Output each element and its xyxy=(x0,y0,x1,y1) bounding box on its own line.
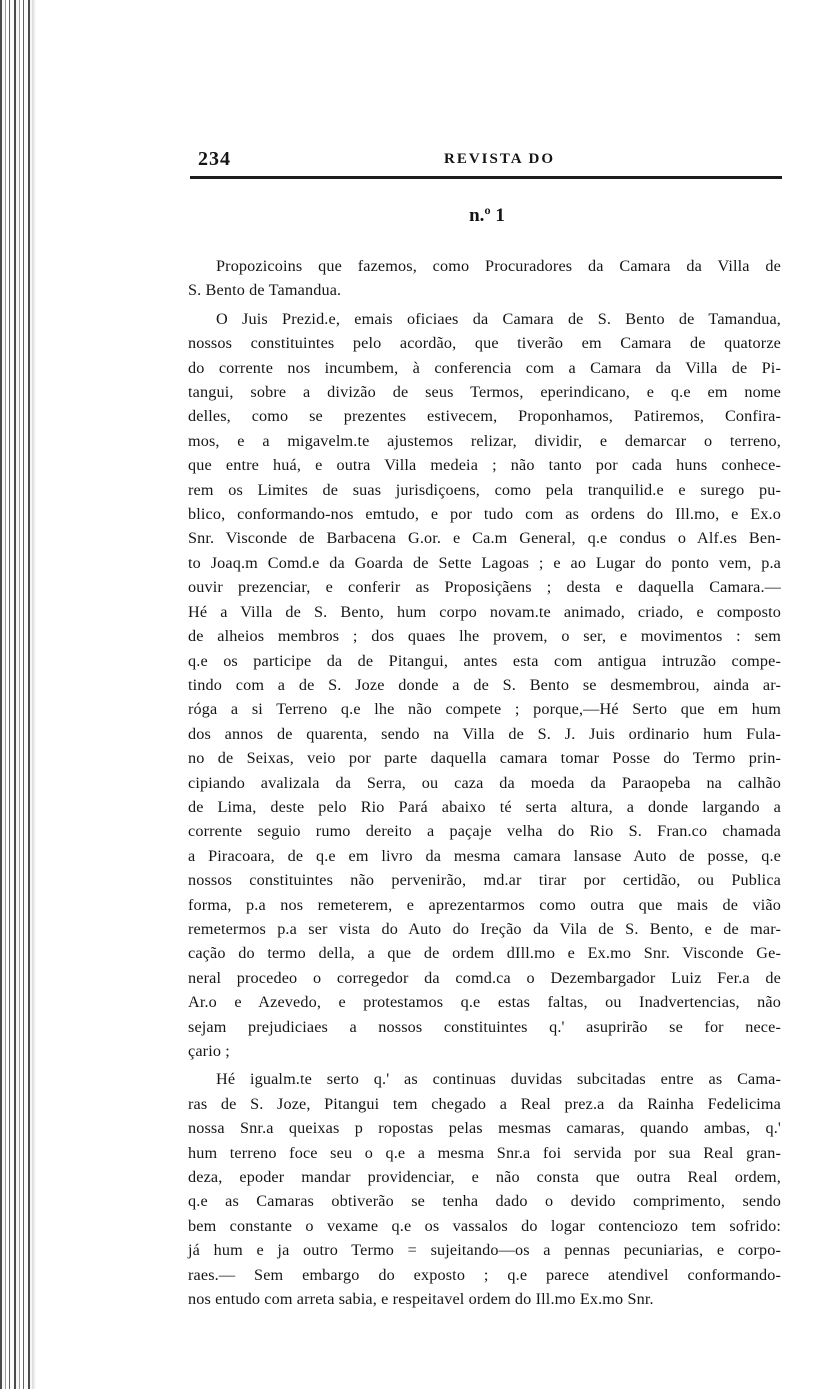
text-line: to Joaq.m Comd.e da Goarda de Sette Lagoas ; e ao Lugar do ponto vem, p.a xyxy=(188,553,781,572)
text-line: Hé a Villa de S. Bento, hum corpo novam.te animado, criado, e composto xyxy=(188,602,781,621)
text-line: corrente seguio rumo dereito a paçaje velha do Rio S. Fran.co chamada xyxy=(188,822,781,841)
text-line: tindo com a de S. Joze donde a de S. Bento se desmembrou, ainda ar- xyxy=(188,675,781,694)
text-line: tangui, sobre a divizão de seus Termos, eperindicano, e q.e em nome xyxy=(188,383,781,402)
header-rule xyxy=(190,176,782,179)
text-line: çario ; xyxy=(188,1042,230,1060)
text-line: blico, conformando-nos emtudo, e por tudo com as ordens do Ill.mo, e Ex.o xyxy=(188,505,781,524)
text-line: neral procedeo o corregedor da comd.ca o Dezembargador Luiz Fer.a de xyxy=(188,968,781,987)
text-line: q.e as Camaras obtiverão se tenha dado o devido comprimento, sendo xyxy=(188,1192,781,1211)
body-paragraph xyxy=(188,307,781,1064)
text-line: mos, e a migavelm.te ajustemos relizar, dividir, e demarcar o terreno, xyxy=(188,431,781,450)
text-line: que entre huá, e outra Villa medeia ; não tanto por cada huns conhece- xyxy=(188,456,781,475)
text-line: forma, p.a nos remeterem, e aprezentarmos como outra que mais de vião xyxy=(188,895,781,914)
text-line: delles, como se prezentes estivecem, Proponhamos, Patiremos, Confira- xyxy=(188,407,781,426)
text-line: Snr. Visconde de Barbacena G.or. e Ca.m General, q.e condus o Alf.es Ben- xyxy=(188,529,781,548)
text-line: ras de S. Joze, Pitangui tem chegado a Real prez.a da Rainha Fedelicima xyxy=(188,1094,781,1113)
text-line: deza, epoder mandar providenciar, e não consta que outra Real ordem, xyxy=(188,1168,781,1187)
text-line: já hum e ja outro Termo = sujeitando—os a pennas pecuniarias, e corpo- xyxy=(188,1241,781,1260)
text-line: nossos constituintes não pervenirão, md.ar tirar por certidão, ou Publica xyxy=(188,871,781,890)
text-line: róga a si Terreno q.e lhe não compete ; porque,—Hé Serto que em hum xyxy=(188,700,781,719)
text-line: ouvir prezenciar, e conferir as Proposiçãens ; desta e daquella Camara.— xyxy=(188,578,781,597)
text-line: Propozicoins que fazemos, como Procuradores da Camara da Villa de xyxy=(216,257,781,275)
text-line: raes.— Sem embargo do exposto ; q.e parece atendivel conformando- xyxy=(188,1265,781,1284)
body-paragraph xyxy=(188,1067,781,1311)
running-head: REVISTA DO xyxy=(444,151,555,167)
text-line: nos entudo com arreta sabia, e respeitavel ordem do Ill.mo Ex.mo Snr. xyxy=(188,1290,654,1309)
text-line: remetermos p.a ser vista do Auto do Ireção da Vila de S. Bento, e de mar- xyxy=(188,919,781,938)
text-line: O Juis Prezid.e, emais oficiaes da Camara de S. Bento de Tamandua, xyxy=(216,309,781,328)
text-line: cação do termo della, a que de ordem dIll.mo e Ex.mo Snr. Visconde Ge- xyxy=(188,944,781,963)
text-line: nossos constituintes pelo acordão, que tiverão em Camara de quatorze xyxy=(188,334,781,353)
text-line: de Lima, deste pelo Rio Pará abaixo té serta altura, a donde largando a xyxy=(188,797,781,816)
text-line: bem constante o vexame q.e os vassalos do logar contenciozo tem sofrido: xyxy=(188,1216,781,1235)
text-line: do corrente nos incumbem, à conferencia com a Camara da Villa de Pi- xyxy=(188,358,781,377)
text-line: rem os Limites de suas jurisdiçoens, como pela tranquilid.e e surego pu- xyxy=(188,480,781,499)
text-line: a Piracoara, de q.e em livro da mesma camara lansase Auto de posse, q.e xyxy=(188,846,781,865)
text-line: nossa Snr.a queixas p ropostas pelas mesmas camaras, quando ambas, q.' xyxy=(188,1119,781,1138)
text-line: cipiando avalizala da Serra, ou caza da moeda da Paraopeba na calhão xyxy=(188,773,781,792)
text-line: S. Bento de Tamandua. xyxy=(188,281,342,300)
text-line: hum terreno foce seu o q.e a mesma Snr.a foi servida por sua Real gran- xyxy=(188,1143,781,1162)
document-heading-paragraph xyxy=(188,254,781,303)
text-line: Hé igualm.te serto q.' as continuas duvidas subcitadas entre as Cama- xyxy=(216,1070,781,1089)
page-number: 234 xyxy=(198,148,231,170)
text-line: no de Seixas, veio por parte daquella camara tomar Posse do Termo prin- xyxy=(188,749,781,768)
document-number: n.º 1 xyxy=(469,205,505,226)
text-line: dos annos de quarenta, sendo na Villa de S. J. Juis ordinario hum Fula- xyxy=(188,724,781,743)
text-line: de alheios membros ; dos quaes lhe provem, o ser, e movimentos : sem xyxy=(188,627,781,646)
page-header xyxy=(188,148,781,174)
text-line: q.e os participe da de Pitangui, antes esta com antigua intruzão compe- xyxy=(188,651,781,670)
text-line: sejam prejudiciaes a nossos constituintes q.' asuprirão se for nece- xyxy=(188,1017,781,1036)
document-body xyxy=(188,254,781,1315)
text-line: Ar.o e Azevedo, e protestamos q.e estas faltas, ou Inadvertencias, não xyxy=(188,993,781,1012)
